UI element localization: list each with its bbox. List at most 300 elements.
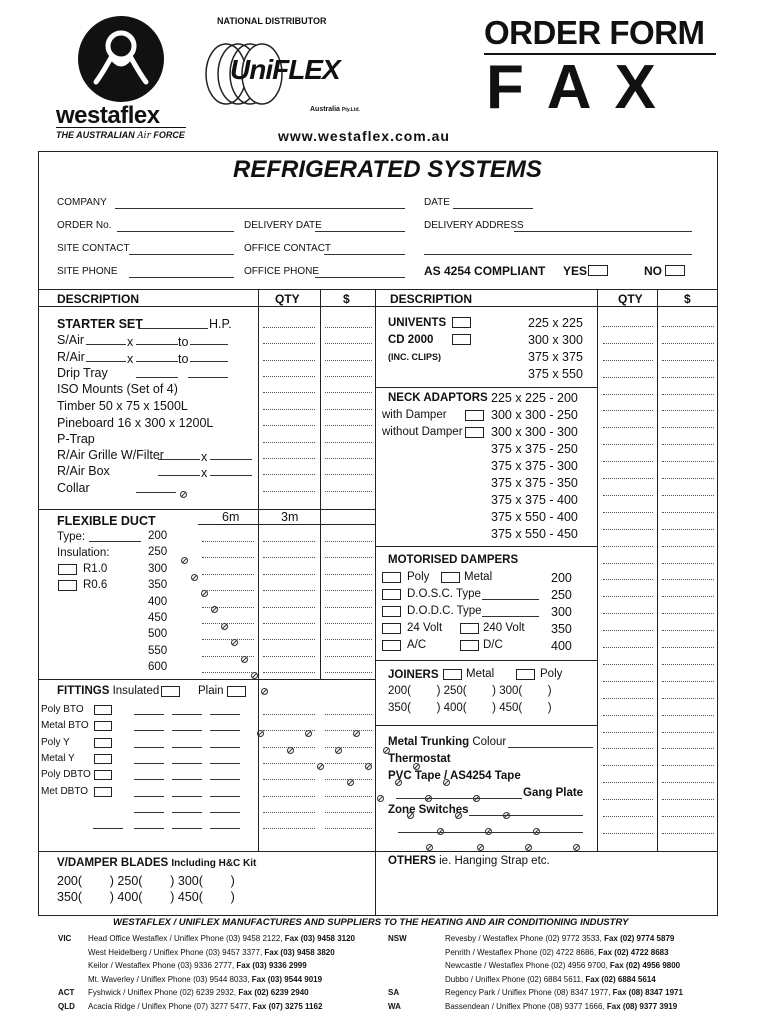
starter-qty-field[interactable]: [263, 392, 315, 393]
cd2000-checkbox[interactable]: [452, 334, 471, 345]
r10-label: R1.0: [83, 563, 108, 575]
duct-3m-field[interactable]: [263, 656, 315, 657]
right-price-field[interactable]: [662, 647, 714, 648]
fitting-label: Metal Y: [41, 752, 75, 764]
zone-switches-field[interactable]: [469, 815, 583, 816]
fitting-size-field[interactable]: [210, 730, 240, 731]
right-qty-field[interactable]: [603, 715, 653, 716]
fitting-size-field[interactable]: [210, 714, 240, 715]
metal-checkbox[interactable]: [441, 572, 460, 583]
footer-state: VIC: [58, 934, 72, 943]
order-no-field[interactable]: [117, 231, 234, 232]
vdamper-label: V/DAMPER BLADES: [57, 857, 169, 869]
fitting-checkbox[interactable]: [94, 770, 112, 780]
starter-price-field[interactable]: [325, 458, 372, 459]
duct-6m-field[interactable]: [202, 672, 254, 673]
to-label: to: [178, 335, 189, 349]
delivery-address-label: DELIVERY ADDRESS: [424, 220, 524, 231]
fitting-size-field[interactable]: [93, 828, 123, 829]
right-price-field[interactable]: [662, 715, 714, 716]
starter-qty-field[interactable]: [263, 343, 315, 344]
duct-3m-field[interactable]: [263, 590, 315, 591]
starter-qty-field[interactable]: [263, 376, 315, 377]
fitting-price-field[interactable]: [325, 796, 372, 797]
right-price-field[interactable]: [662, 427, 714, 428]
right-price-field[interactable]: [662, 461, 714, 462]
joiners-row-1[interactable]: 200( ) 250( ) 300( ): [388, 685, 552, 697]
joiners-row-2[interactable]: 350( ) 400( ) 450( ): [388, 702, 552, 714]
starter-qty-field[interactable]: [263, 425, 315, 426]
starter-qty-field[interactable]: [263, 327, 315, 328]
right-qty-field[interactable]: [603, 833, 653, 834]
fitting-price-field[interactable]: [325, 812, 372, 813]
insulated-checkbox[interactable]: [161, 686, 180, 697]
poly-checkbox[interactable]: [382, 572, 401, 583]
right-qty-field[interactable]: [603, 495, 653, 496]
univents-checkbox[interactable]: [452, 317, 471, 328]
right-price-field[interactable]: [662, 326, 714, 327]
r06-checkbox[interactable]: [58, 580, 77, 591]
grille-field-2[interactable]: [210, 459, 252, 460]
right-qty-field[interactable]: [603, 410, 653, 411]
duct-3m-field[interactable]: [263, 672, 315, 673]
fitting-size-field[interactable]: [210, 763, 240, 764]
pvc-tape-label: PVC Tape / AS4254 Tape: [388, 770, 521, 782]
fitting-size-field[interactable]: [172, 730, 202, 731]
r10-checkbox[interactable]: [58, 564, 77, 575]
site-contact-field[interactable]: [129, 254, 234, 255]
diameter-icon: [437, 828, 444, 835]
right-qty-field[interactable]: [603, 816, 653, 817]
site-phone-field[interactable]: [129, 277, 234, 278]
rair-field-2[interactable]: [136, 361, 178, 362]
starter-price-field[interactable]: [325, 343, 372, 344]
fitting-qty-field[interactable]: [263, 763, 315, 764]
hp-field[interactable]: [138, 328, 208, 329]
rair-box-field-1[interactable]: [158, 475, 200, 476]
fitting-label: Poly DBTO: [41, 769, 91, 781]
joiners-poly-checkbox[interactable]: [516, 669, 535, 680]
section-line: [375, 725, 597, 726]
fitting-size-field[interactable]: [172, 763, 202, 764]
ac-label: A/C: [407, 639, 427, 651]
right-qty-field[interactable]: [603, 782, 653, 783]
branch-fax: Fax (02) 6884 5614: [585, 974, 656, 984]
right-price-field[interactable]: [662, 394, 714, 395]
dosc-checkbox[interactable]: [382, 589, 401, 600]
right-qty-field[interactable]: [603, 698, 653, 699]
right-qty-field[interactable]: [603, 630, 653, 631]
iso-mounts-label: ISO Mounts (Set of 4): [57, 382, 178, 396]
dodc-field[interactable]: [482, 616, 539, 617]
fitting-size-field[interactable]: [172, 828, 202, 829]
duct-price-field[interactable]: [325, 656, 372, 657]
duct-price-field[interactable]: [325, 557, 372, 558]
starter-qty-field[interactable]: [263, 458, 315, 459]
delivery-address-field[interactable]: [514, 231, 692, 232]
duct-3m-field[interactable]: [263, 574, 315, 575]
univent-size: 375 x 550: [528, 367, 583, 381]
fitting-size-field[interactable]: [134, 747, 164, 748]
no-checkbox[interactable]: [665, 265, 685, 276]
fitting-size-field[interactable]: [134, 763, 164, 764]
dodc-checkbox[interactable]: [382, 606, 401, 617]
branch-phone: Mt. Waverley / Uniflex Phone (03) 9544 8033,: [88, 974, 250, 984]
six-m-header: 6m: [222, 510, 240, 524]
right-qty-field[interactable]: [603, 444, 653, 445]
right-qty-field[interactable]: [603, 512, 653, 513]
24v-checkbox[interactable]: [382, 623, 401, 634]
rair-field-3[interactable]: [190, 361, 228, 362]
right-qty-field[interactable]: [603, 613, 653, 614]
duct-6m-field[interactable]: [202, 541, 254, 542]
col-line: [258, 679, 259, 851]
diameter-icon: [287, 747, 294, 754]
neck-size: 375 x 550 - 450: [491, 527, 578, 541]
right-qty-field[interactable]: [603, 360, 653, 361]
duct-size-label: 500: [148, 628, 168, 641]
duct-price-field[interactable]: [325, 639, 372, 640]
right-price-field[interactable]: [662, 681, 714, 682]
right-qty-field[interactable]: [603, 394, 653, 395]
gang-plate-field[interactable]: [396, 798, 522, 799]
fitting-qty-field[interactable]: [263, 796, 315, 797]
fitting-size-field[interactable]: [134, 796, 164, 797]
site-contact-label: SITE CONTACT: [57, 243, 130, 254]
right-price-field[interactable]: [662, 732, 714, 733]
duct-size-label: 400: [148, 595, 168, 608]
fitting-checkbox[interactable]: [94, 721, 112, 731]
motorised-heading: MOTORISED DAMPERS: [388, 554, 519, 566]
drip-tray-field-1[interactable]: [136, 377, 178, 378]
right-price-field[interactable]: [662, 765, 714, 766]
starter-price-field[interactable]: [325, 425, 372, 426]
joiners-heading: JOINERS: [388, 669, 439, 681]
right-price-field[interactable]: [662, 799, 714, 800]
delivery-date-field[interactable]: [315, 231, 405, 232]
right-qty-field[interactable]: [603, 326, 653, 327]
footer-branch: [445, 934, 674, 943]
rair-box-field-2[interactable]: [210, 475, 252, 476]
fitting-size-field[interactable]: [210, 828, 240, 829]
dc-checkbox[interactable]: [460, 640, 479, 651]
right-price-field[interactable]: [662, 410, 714, 411]
right-qty-field[interactable]: [603, 799, 653, 800]
right-qty-field[interactable]: [603, 765, 653, 766]
starter-qty-field[interactable]: [263, 360, 315, 361]
gang-plate-label: Gang Plate: [523, 787, 584, 799]
fitting-size-field[interactable]: [134, 779, 164, 780]
right-qty-field[interactable]: [603, 343, 653, 344]
duct-6m-field[interactable]: [202, 557, 254, 558]
starter-price-field[interactable]: [325, 491, 372, 492]
fitting-checkbox[interactable]: [94, 754, 112, 764]
insulated-label: Insulated: [112, 685, 160, 697]
vdamper-row-2[interactable]: 350( ) 400( ) 450( ): [57, 890, 235, 904]
dosc-field[interactable]: [482, 599, 539, 600]
fittings-heading: [57, 685, 159, 697]
right-qty-field[interactable]: [603, 546, 653, 547]
fitting-qty-field[interactable]: [263, 730, 315, 731]
right-description-header: DESCRIPTION: [390, 292, 473, 306]
tagline-part: FORCE: [153, 130, 185, 140]
grille-label: R/Air Grille W/Filter: [57, 448, 164, 462]
brand-name: westaflex: [56, 102, 160, 129]
flexible-duct-heading: FLEXIBLE DUCT: [57, 514, 156, 528]
right-price-field[interactable]: [662, 816, 714, 817]
ac-checkbox[interactable]: [382, 640, 401, 651]
date-field[interactable]: [453, 208, 533, 209]
fitting-label: Poly Y: [41, 736, 70, 748]
fitting-size-field[interactable]: [210, 747, 240, 748]
right-price-field[interactable]: [662, 782, 714, 783]
fitting-price-field[interactable]: [325, 747, 372, 748]
duct-size-label: 450: [148, 612, 168, 624]
type-field[interactable]: [89, 541, 141, 542]
sair-field-2[interactable]: [136, 344, 178, 345]
fitting-price-field[interactable]: [325, 730, 372, 731]
diameter-icon: [317, 763, 324, 770]
duct-3m-field[interactable]: [263, 623, 315, 624]
section-line: [198, 524, 375, 525]
left-qty-header: QTY: [275, 292, 300, 306]
delivery-address-field-2[interactable]: [424, 254, 692, 255]
fitting-size-field[interactable]: [210, 812, 240, 813]
fitting-price-field[interactable]: [325, 828, 372, 829]
240v-checkbox[interactable]: [460, 623, 479, 634]
right-price-header: $: [684, 292, 691, 306]
others-sub: ie. Hanging Strap etc.: [439, 855, 550, 867]
md-size: 400: [551, 639, 572, 653]
duct-6m-field[interactable]: [202, 574, 254, 575]
sair-field-3[interactable]: [190, 344, 228, 345]
fitting-label: Metal BTO: [41, 720, 89, 732]
fitting-size-field[interactable]: [134, 730, 164, 731]
right-price-field[interactable]: [662, 630, 714, 631]
tagline-air: Air: [137, 131, 151, 141]
right-price-field[interactable]: [662, 377, 714, 378]
duct-price-field[interactable]: [325, 607, 372, 608]
right-qty-field[interactable]: [603, 377, 653, 378]
metal-label: Metal: [464, 571, 493, 583]
joiners-metal-label: Metal: [466, 668, 495, 680]
fitting-price-field[interactable]: [325, 763, 372, 764]
duct-3m-field[interactable]: [263, 639, 315, 640]
office-contact-field[interactable]: [324, 254, 405, 255]
right-price-field[interactable]: [662, 529, 714, 530]
fitting-size-field[interactable]: [134, 812, 164, 813]
fitting-size-field[interactable]: [210, 796, 240, 797]
right-price-field[interactable]: [662, 512, 714, 513]
fitting-qty-field[interactable]: [263, 828, 315, 829]
duct-price-field[interactable]: [325, 623, 372, 624]
right-qty-field[interactable]: [603, 596, 653, 597]
footer-state: QLD: [58, 1001, 75, 1011]
univent-size: 225 x 225: [528, 316, 583, 330]
fitting-qty-field[interactable]: [263, 779, 315, 780]
office-phone-label: OFFICE PHONE: [244, 266, 320, 277]
duct-size-label: 250: [148, 546, 168, 559]
site-phone-label: SITE PHONE: [57, 266, 118, 277]
vdamper-row-1[interactable]: 200( ) 250( ) 300( ): [57, 874, 235, 888]
starter-qty-field[interactable]: [263, 474, 315, 475]
fitting-checkbox[interactable]: [94, 738, 112, 748]
neck-size: 375 x 375 - 250: [491, 442, 578, 456]
duct-price-field[interactable]: [325, 541, 372, 542]
sair-field-1[interactable]: [86, 344, 126, 345]
diameter-icon: [533, 828, 540, 835]
duct-6m-field[interactable]: [202, 656, 254, 657]
to-label: to: [178, 352, 189, 366]
joiners-metal-checkbox[interactable]: [443, 669, 462, 680]
fitting-size-field[interactable]: [134, 828, 164, 829]
right-price-field[interactable]: [662, 444, 714, 445]
dc-label: D/C: [483, 639, 503, 651]
westaflex-logo-mark: [78, 16, 164, 102]
right-qty-field[interactable]: [603, 732, 653, 733]
fitting-size-field[interactable]: [210, 779, 240, 780]
starter-set-heading: STARTER SET: [57, 317, 143, 331]
duct-6m-field[interactable]: [202, 639, 254, 640]
fitting-checkbox[interactable]: [94, 787, 112, 797]
right-qty-field[interactable]: [603, 529, 653, 530]
duct-6m-field[interactable]: [202, 623, 254, 624]
fitting-qty-field[interactable]: [263, 747, 315, 748]
starter-price-field[interactable]: [325, 442, 372, 443]
right-price-field[interactable]: [662, 495, 714, 496]
diameter-icon: [365, 763, 372, 770]
section-line: [375, 546, 597, 547]
neck-size: 375 x 375 - 300: [491, 459, 578, 473]
right-price-field[interactable]: [662, 546, 714, 547]
yes-checkbox[interactable]: [588, 265, 608, 276]
footer-branch: [88, 988, 309, 997]
starter-qty-field[interactable]: [263, 409, 315, 410]
right-qty-field[interactable]: [603, 579, 653, 580]
branch-fax: Fax (03) 9458 3120: [284, 934, 355, 943]
grille-field-1[interactable]: [158, 459, 200, 460]
duct-3m-field[interactable]: [263, 607, 315, 608]
right-qty-field[interactable]: [603, 748, 653, 749]
right-price-field[interactable]: [662, 698, 714, 699]
x-label: x: [201, 450, 208, 464]
neck-adaptors-heading: NECK ADAPTORS: [388, 392, 488, 404]
right-price-field[interactable]: [662, 664, 714, 665]
duct-3m-field[interactable]: [263, 557, 315, 558]
fitting-qty-field[interactable]: [263, 812, 315, 813]
company-field[interactable]: [115, 208, 405, 209]
starter-price-field[interactable]: [325, 474, 372, 475]
with-damper-checkbox[interactable]: [465, 410, 484, 421]
fitting-qty-field[interactable]: [263, 714, 315, 715]
md-size: 200: [551, 571, 572, 585]
starter-price-field[interactable]: [325, 409, 372, 410]
branch-fax: Fax (03) 9336 2999: [236, 961, 307, 970]
duct-size-label: 350: [148, 579, 168, 592]
right-price-field[interactable]: [662, 343, 714, 344]
right-price-field[interactable]: [662, 563, 714, 564]
starter-price-field[interactable]: [325, 392, 372, 393]
right-price-field[interactable]: [662, 596, 714, 597]
collar-field[interactable]: [136, 492, 176, 493]
fitting-size-field[interactable]: [172, 747, 202, 748]
starter-qty-field[interactable]: [263, 442, 315, 443]
right-qty-field[interactable]: [603, 647, 653, 648]
vdamper-heading: [57, 857, 256, 869]
right-price-field[interactable]: [662, 360, 714, 361]
right-qty-field[interactable]: [603, 664, 653, 665]
right-price-field[interactable]: [662, 833, 714, 834]
plain-checkbox[interactable]: [227, 686, 246, 697]
duct-price-field[interactable]: [325, 672, 372, 673]
starter-qty-field[interactable]: [263, 491, 315, 492]
right-qty-header: QTY: [618, 292, 643, 306]
right-price-field[interactable]: [662, 579, 714, 580]
office-phone-field[interactable]: [315, 277, 405, 278]
duct-6m-field[interactable]: [202, 607, 254, 608]
fitting-checkbox[interactable]: [94, 705, 112, 715]
footer-branch: [88, 948, 335, 957]
poly-label: Poly: [407, 571, 430, 583]
duct-price-field[interactable]: [325, 574, 372, 575]
zone-switches-label: Zone Switches: [388, 804, 469, 816]
colour-field[interactable]: [508, 747, 593, 748]
without-damper-label: without Damper: [382, 426, 463, 438]
duct-price-field[interactable]: [325, 590, 372, 591]
fitting-size-field[interactable]: [172, 812, 202, 813]
right-qty-field[interactable]: [603, 461, 653, 462]
right-qty-field[interactable]: [603, 478, 653, 479]
section-line: [375, 660, 597, 661]
fitting-size-field[interactable]: [172, 714, 202, 715]
x-label: x: [201, 466, 208, 480]
col-line: [258, 509, 259, 679]
others-label: OTHERS: [388, 855, 436, 867]
starter-price-field[interactable]: [325, 360, 372, 361]
starter-price-field[interactable]: [325, 376, 372, 377]
diameter-icon: [335, 747, 342, 754]
col-line: [657, 289, 658, 851]
sair-label: S/Air: [57, 333, 85, 347]
branch-phone: Dubbo / Uniflex Phone (02) 6884 5611,: [445, 974, 584, 984]
right-qty-field[interactable]: [603, 681, 653, 682]
branch-phone: Revesby / Westaflex Phone (02) 9772 3533,: [445, 934, 602, 943]
order-no-label: ORDER No.: [57, 220, 112, 231]
branch-phone: Fyshwick / Uniflex Phone (02) 6239 2932,: [88, 988, 237, 997]
md-size: 300: [551, 605, 572, 619]
right-price-field[interactable]: [662, 748, 714, 749]
joiners-poly-label: Poly: [540, 668, 563, 680]
without-damper-checkbox[interactable]: [465, 427, 484, 438]
right-qty-field[interactable]: [603, 563, 653, 564]
duct-3m-field[interactable]: [263, 541, 315, 542]
univent-size: 375 x 375: [528, 350, 583, 364]
rair-field-1[interactable]: [86, 361, 126, 362]
right-qty-field[interactable]: [603, 427, 653, 428]
national-distributor: NATIONAL DISTRIBUTOR: [217, 16, 327, 26]
duct-6m-field[interactable]: [202, 590, 254, 591]
right-price-field[interactable]: [662, 478, 714, 479]
starter-price-field[interactable]: [325, 327, 372, 328]
col-header-top: [38, 289, 718, 290]
fitting-size-field[interactable]: [172, 779, 202, 780]
right-price-field[interactable]: [662, 613, 714, 614]
fitting-size-field[interactable]: [134, 714, 164, 715]
drip-tray-field-2[interactable]: [188, 377, 228, 378]
fitting-price-field[interactable]: [325, 779, 372, 780]
fitting-size-field[interactable]: [172, 796, 202, 797]
fitting-price-field[interactable]: [325, 714, 372, 715]
